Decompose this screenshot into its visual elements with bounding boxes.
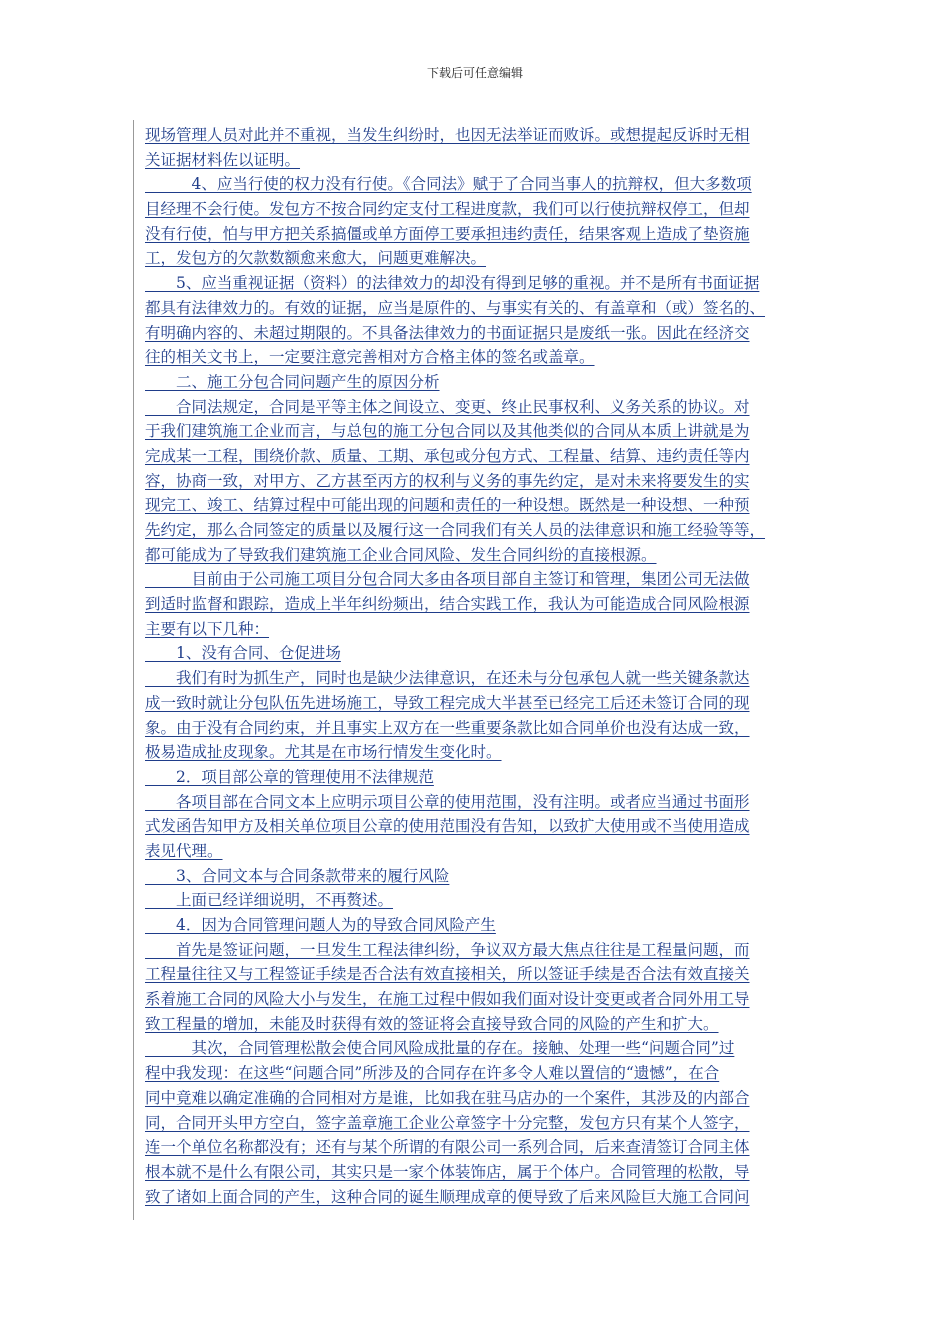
text-line [145,1012,813,1037]
document-body [145,123,813,1209]
text-line [145,246,813,271]
text-line [145,370,813,395]
text-line [145,567,813,592]
text-line-content: 现场管理人员对此并不重视，当发生纠纷时，也因无法举证而败诉。或想提起反诉时无相 [145,126,750,144]
text-line [145,296,813,321]
text-line-content: 象。由于没有合同约束，并且事实上双方在一些重要条款比如合同单价也没有达成一致， [145,718,750,737]
text-line [145,518,813,543]
text-line-content: 致了诸如上面合同的产生，这种合同的诞生顺理成章的便导致了后来风险巨大施工合同问 [145,1187,750,1206]
text-line [145,790,813,815]
text-line [145,543,813,568]
text-line-content: 有明确内容的、未超过期限的。不具备法律效力的书面证据只是废纸一张。因此在经济交 [145,323,750,342]
text-line-content: 4．因为合同管理问题人为的导致合同风险产生 [145,916,496,934]
text-line [145,493,813,518]
text-line [145,321,813,346]
text-line [145,271,813,296]
text-line-content: 致工程量的增加，未能及时获得有效的签证将会直接导致合同的风险的产生和扩大。 [145,1014,719,1033]
text-line [145,938,813,963]
text-line [145,1111,813,1136]
text-line [145,1135,813,1160]
text-line-content: 其次，合同管理松散会使合同风险成批量的存在。接触、处理一些“问题合同”过 [145,1039,735,1058]
text-line [145,666,813,691]
text-line [145,469,813,494]
text-line [145,691,813,716]
text-line-content: 二、施工分包合同问题产生的原因分析 [145,372,440,391]
text-line-content: 同，合同开头甲方空白，签字盖章施工企业公章签字十分完整，发包方只有某个人签字， [145,1113,750,1132]
text-line-content: 4、应当行使的权力没有行使。《合同法》赋于了合同当事人的抗辩权，但大多数项 [145,175,752,194]
text-line [145,716,813,741]
text-line-content: 于我们建筑施工企业而言，与总包的施工分包合同以及其他类似的合同从本质上讲就是为 [145,422,750,441]
text-line [145,1086,813,1111]
text-line-content: 首先是签证问题，一旦发生工程法律纠纷，争议双方最大焦点往往是工程量问题，而 [145,940,750,959]
text-line-content: 各项目部在合同文本上应明示项目公章的使用范围，没有注明。或者应当通过书面形 [145,792,750,811]
text-line-content: 成一致时就让分包队伍先进场施工，导致工程完成大半甚至已经完工后还未签订合同的现 [145,693,750,712]
text-line-content: 现完工、竣工、结算过程中可能出现的问题和责任的一种设想。既然是一种设想、一种预 [145,496,750,515]
text-line [145,197,813,222]
text-line [145,864,813,889]
text-line-content: 极易造成扯皮现象。尤其是在市场行情发生变化时。 [145,743,502,762]
text-line-content: 工程量往往又与工程签证手续是否合法有效直接相关，所以签证手续是否合法有效直接关 [145,965,750,984]
text-line [145,123,813,148]
margin-rule [133,120,134,1220]
text-line-content: 没有行使，怕与甲方把关系搞僵或单方面停工要承担违约责任，结果客观上造成了垫资施 [145,224,750,243]
text-line [145,222,813,247]
text-line-content: 都具有法律效力的。有效的证据，应当是原件的、与事实有关的、有盖章和（或）签名的、 [145,298,766,317]
text-line-content: 系着施工合同的风险大小与发生，在施工过程中假如我们面对设计变更或者合同外用工导 [145,990,750,1009]
text-line [145,962,813,987]
text-line-content: 目经理不会行使。发包方不按合同约定支付工程进度款，我们可以行使抗辩权停工，但却 [145,200,750,219]
text-line-content: 我们有时为抓生产，同时也是缺少法律意识，在还未与分包承包人就一些关键条款达 [145,669,750,688]
text-line-content: 上面已经详细说明，不再赘述。 [145,891,394,910]
text-line-content: 目前由于公司施工项目分包合同大多由各项目部自主签订和管理，集团公司无法做 [145,570,750,589]
text-line [145,148,813,173]
text-line-content: 表见代理。 [145,841,223,860]
text-line [145,913,813,938]
text-line-content: 完成某一工程，围绕价款、质量、工期、承包或分包方式、工程量、结算、违约责任等内 [145,446,750,465]
text-line [145,1061,813,1086]
text-line [145,592,813,617]
text-line [145,888,813,913]
text-line [145,395,813,420]
text-line-content: 到适时监督和跟踪，造成上半年纠纷频出，结合实践工作，我认为可能造成合同风险根源 [145,595,750,614]
text-line [145,1185,813,1210]
text-line [145,1036,813,1061]
text-line-content: 2．项目部公章的管理使用不法律规范 [145,767,434,786]
text-line-content: 根本就不是什么有限公司，其实只是一家个体装饰店，属于个体户。合同管理的松散，导 [145,1162,750,1181]
page-header: 下载后可任意编辑 [426,66,523,80]
text-line-content: 程中我发现：在这些“问题合同”所涉及的合同存在许多令人难以置信的“遗憾”，在合 [145,1064,720,1083]
text-line [145,740,813,765]
text-line-content: 合同法规定，合同是平等主体之间设立、变更、终止民事权利、义务关系的协议。对 [145,397,750,416]
text-line-content: 关证据材料佐以证明。 [145,150,301,169]
text-line-content: 5、应当重视证据（资料）的法律效力的却没有得到足够的重视。并不是所有书面证据 [145,274,760,293]
text-line [145,1160,813,1185]
text-line-content: 1、没有合同、仓促进场 [145,644,341,663]
text-line [145,617,813,642]
text-line-content: 工，发包方的欠款数额愈来愈大，问题更难解决。 [145,249,487,268]
text-line [145,419,813,444]
text-line [145,814,813,839]
text-line [145,641,813,666]
text-line-content: 容，协商一致，对甲方、乙方甚至丙方的权利与义务的事先约定，是对未来将要发生的实 [145,471,750,490]
text-line [145,765,813,790]
text-line-content: 式发函告知甲方及相关单位项目公章的使用范围没有告知，以致扩大使用或不当使用造成 [145,817,750,836]
text-line-content: 主要有以下几种： [145,619,270,638]
text-line-content: 同中竟难以确定准确的合同相对方是谁，比如我在驻马店办的一个案件，其涉及的内部合 [145,1088,750,1107]
text-line-content: 都可能成为了导致我们建筑施工企业合同风险、发生合同纠纷的直接根源。 [145,545,657,564]
text-line [145,987,813,1012]
text-line [145,172,813,197]
text-line [145,444,813,469]
text-line-content: 连一个单位名称都没有；还有与某个所谓的有限公司一系列合同，后来查清签订合同主体 [145,1138,750,1157]
text-line-content: 往的相关文书上，一定要注意完善相对方合格主体的签名或盖章。 [145,348,595,367]
text-line-content: 先约定，那么合同签定的质量以及履行这一合同我们有关人员的法律意识和施工经验等等， [145,521,766,539]
text-line [145,345,813,370]
text-line [145,839,813,864]
text-line-content: 3、合同文本与合同条款带来的履行风险 [145,866,450,885]
